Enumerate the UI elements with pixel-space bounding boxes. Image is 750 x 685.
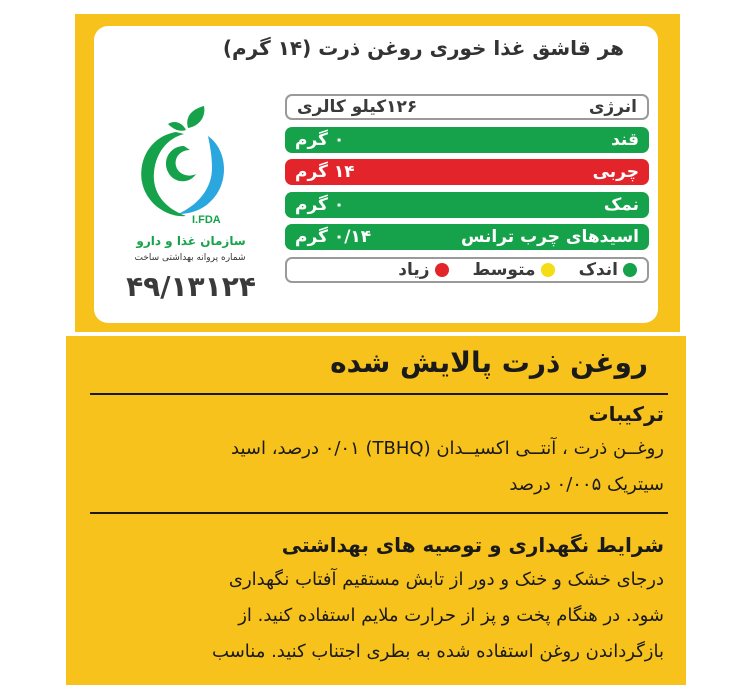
permit-number: ۴۹/۱۳۱۲۴ (126, 270, 256, 303)
serving-title: هر قاشق غذا خوری روغن ذرت (۱۴ گرم) (222, 36, 624, 60)
nutrition-label: اسیدهای چرب ترانس (460, 227, 639, 247)
ingredients-heading: ترکیبات (588, 402, 664, 426)
org-name: سازمان غذا و دارو (136, 234, 246, 248)
logo-abbr: I.FDA (192, 214, 221, 226)
nutrition-row-fat (285, 159, 649, 185)
nutrition-value: ۰/۱۴ گرم (295, 227, 372, 247)
ingredients-line: روغــن ذرت ، آنتــی اکسیــدان (TBHQ) ۰/۰۱ درصد، اسید (231, 438, 664, 459)
nutrition-value: ۰ گرم (295, 129, 345, 150)
nutrition-rows (285, 94, 649, 289)
legend-item-low: اندک (579, 260, 637, 280)
yellow-dot-icon (541, 263, 555, 277)
nutrition-label-panel (75, 14, 680, 332)
permit-caption: شماره پروانه بهداشتی ساخت (134, 253, 246, 263)
nutrition-row-salt (285, 192, 649, 218)
nutrition-row-energy (285, 94, 649, 120)
storage-line: شود. در هنگام پخت و پز از حرارت ملایم استفاده کنید. از (238, 605, 664, 626)
nutrition-value: ۰ گرم (295, 194, 345, 215)
divider (90, 393, 668, 395)
ingredients-line: سیتریک ۰/۰۰۵ درصد (509, 474, 664, 495)
nutrition-value: ۱۴ گرم (295, 162, 355, 182)
nutrition-label: نمک (603, 194, 639, 215)
green-dot-icon (623, 263, 637, 277)
nutrition-value: ۱۲۶کیلو کالری (297, 97, 418, 117)
legend-item-medium: متوسط (473, 260, 555, 280)
nutrition-label: قند (611, 129, 639, 150)
product-info-panel (66, 336, 686, 685)
red-dot-icon (435, 263, 449, 277)
storage-line: بازگرداندن روغن استفاده شده به بطری اجتناب کنید. مناسب (212, 641, 664, 662)
legend-item-high: زیاد (398, 260, 448, 280)
nutrition-card (94, 26, 658, 323)
nutrition-row-trans-fat (285, 224, 649, 250)
ifda-logo-icon (126, 106, 236, 226)
storage-line: درجای خشک و خنک و دور از تابش مستقیم آفتاب نگهداری (228, 569, 664, 590)
nutrition-label: چربی (592, 162, 639, 182)
product-title: روغن ذرت پالایش شده (330, 346, 648, 379)
storage-heading: شرایط نگهداری و توصیه های بهداشتی (281, 533, 664, 557)
nutrition-row-sugar (285, 127, 649, 153)
divider (90, 512, 668, 514)
traffic-light-legend (285, 257, 649, 283)
nutrition-label: انرژی (588, 97, 637, 117)
